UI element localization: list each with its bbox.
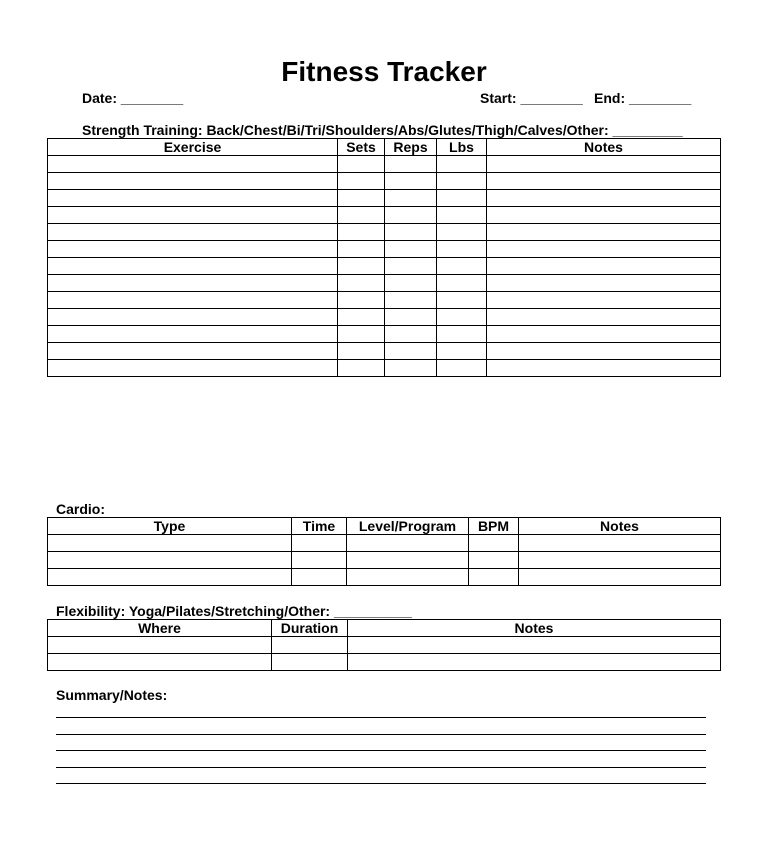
entry-cell-bpm[interactable] bbox=[469, 552, 519, 569]
table-row bbox=[48, 156, 721, 173]
table-row bbox=[48, 224, 721, 241]
entry-cell-reps[interactable] bbox=[385, 156, 437, 173]
entry-cell-notes[interactable] bbox=[348, 637, 721, 654]
flexibility-label: Flexibility: Yoga/Pilates/Stretching/Other: __________ bbox=[56, 603, 412, 619]
entry-cell-type[interactable] bbox=[48, 552, 292, 569]
column-header-sets: Sets bbox=[338, 139, 385, 156]
entry-cell-notes[interactable] bbox=[487, 292, 721, 309]
entry-cell-level-program[interactable] bbox=[347, 535, 469, 552]
strength-table bbox=[47, 138, 721, 377]
entry-cell-notes[interactable] bbox=[487, 343, 721, 360]
entry-cell-reps[interactable] bbox=[385, 275, 437, 292]
column-header-where: Where bbox=[48, 620, 272, 637]
summary-note-line[interactable] bbox=[56, 750, 706, 751]
summary-note-line[interactable] bbox=[56, 783, 706, 784]
entry-cell-sets[interactable] bbox=[338, 343, 385, 360]
entry-cell-reps[interactable] bbox=[385, 241, 437, 258]
entry-cell-reps[interactable] bbox=[385, 292, 437, 309]
entry-cell-sets[interactable] bbox=[338, 156, 385, 173]
entry-cell-reps[interactable] bbox=[385, 190, 437, 207]
entry-cell-exercise[interactable] bbox=[48, 258, 338, 275]
table-row bbox=[48, 535, 721, 552]
entry-cell-bpm[interactable] bbox=[469, 535, 519, 552]
entry-cell-lbs[interactable] bbox=[437, 241, 487, 258]
entry-cell-sets[interactable] bbox=[338, 309, 385, 326]
summary-note-line[interactable] bbox=[56, 717, 706, 718]
entry-cell-exercise[interactable] bbox=[48, 360, 338, 377]
table-row bbox=[48, 241, 721, 258]
column-header-duration: Duration bbox=[272, 620, 348, 637]
entry-cell-lbs[interactable] bbox=[437, 207, 487, 224]
cardio-table bbox=[47, 517, 721, 586]
entry-cell-notes[interactable] bbox=[487, 241, 721, 258]
table-row bbox=[48, 292, 721, 309]
entry-cell-exercise[interactable] bbox=[48, 309, 338, 326]
table-row bbox=[48, 326, 721, 343]
entry-cell-duration[interactable] bbox=[272, 654, 348, 671]
date-field[interactable]: Date: ________ bbox=[82, 90, 184, 106]
entry-cell-bpm[interactable] bbox=[469, 569, 519, 586]
entry-cell-reps[interactable] bbox=[385, 173, 437, 190]
summary-notes-label: Summary/Notes: bbox=[56, 687, 168, 703]
entry-cell-exercise[interactable] bbox=[48, 343, 338, 360]
strength-training-label: Strength Training: Back/Chest/Bi/Tri/Shoulders/Abs/Glutes/Thigh/Calves/Other: _________ bbox=[82, 122, 683, 138]
table-row bbox=[48, 343, 721, 360]
entry-cell-exercise[interactable] bbox=[48, 173, 338, 190]
entry-cell-notes[interactable] bbox=[519, 535, 721, 552]
entry-cell-reps[interactable] bbox=[385, 224, 437, 241]
entry-cell-lbs[interactable] bbox=[437, 309, 487, 326]
entry-cell-notes[interactable] bbox=[487, 173, 721, 190]
end-time-field[interactable]: End: ________ bbox=[594, 90, 692, 106]
column-header-type: Type bbox=[48, 518, 292, 535]
entry-cell-sets[interactable] bbox=[338, 190, 385, 207]
entry-cell-sets[interactable] bbox=[338, 360, 385, 377]
entry-cell-lbs[interactable] bbox=[437, 258, 487, 275]
entry-cell-type[interactable] bbox=[48, 569, 292, 586]
table-row bbox=[48, 190, 721, 207]
entry-cell-type[interactable] bbox=[48, 535, 292, 552]
table-row bbox=[48, 207, 721, 224]
entry-cell-reps[interactable] bbox=[385, 343, 437, 360]
column-header-exercise: Exercise bbox=[48, 139, 338, 156]
table-row bbox=[48, 569, 721, 586]
table-row bbox=[48, 258, 721, 275]
table-row bbox=[48, 173, 721, 190]
summary-note-line[interactable] bbox=[56, 767, 706, 768]
table-row bbox=[48, 552, 721, 569]
entry-cell-sets[interactable] bbox=[338, 292, 385, 309]
column-header-lbs: Lbs bbox=[437, 139, 487, 156]
entry-cell-where[interactable] bbox=[48, 654, 272, 671]
summary-note-line[interactable] bbox=[56, 734, 706, 735]
column-header-bpm: BPM bbox=[469, 518, 519, 535]
cardio-label: Cardio: bbox=[56, 501, 105, 517]
entry-cell-lbs[interactable] bbox=[437, 343, 487, 360]
entry-cell-exercise[interactable] bbox=[48, 207, 338, 224]
table-row bbox=[48, 360, 721, 377]
flexibility-table bbox=[47, 619, 721, 671]
entry-cell-exercise[interactable] bbox=[48, 224, 338, 241]
entry-cell-duration[interactable] bbox=[272, 637, 348, 654]
entry-cell-time[interactable] bbox=[292, 552, 347, 569]
entry-cell-notes[interactable] bbox=[487, 360, 721, 377]
entry-cell-exercise[interactable] bbox=[48, 326, 338, 343]
entry-cell-notes[interactable] bbox=[487, 190, 721, 207]
entry-cell-reps[interactable] bbox=[385, 258, 437, 275]
entry-cell-where[interactable] bbox=[48, 637, 272, 654]
entry-cell-lbs[interactable] bbox=[437, 326, 487, 343]
table-row bbox=[48, 309, 721, 326]
entry-cell-time[interactable] bbox=[292, 569, 347, 586]
column-header-notes: Notes bbox=[348, 620, 721, 637]
entry-cell-lbs[interactable] bbox=[437, 156, 487, 173]
entry-cell-exercise[interactable] bbox=[48, 190, 338, 207]
entry-cell-notes[interactable] bbox=[487, 309, 721, 326]
column-header-notes: Notes bbox=[487, 139, 721, 156]
entry-cell-sets[interactable] bbox=[338, 224, 385, 241]
entry-cell-sets[interactable] bbox=[338, 258, 385, 275]
entry-cell-exercise[interactable] bbox=[48, 275, 338, 292]
entry-cell-notes[interactable] bbox=[519, 569, 721, 586]
entry-cell-lbs[interactable] bbox=[437, 360, 487, 377]
column-header-time: Time bbox=[292, 518, 347, 535]
entry-cell-lbs[interactable] bbox=[437, 190, 487, 207]
entry-cell-notes[interactable] bbox=[487, 207, 721, 224]
start-time-field[interactable]: Start: ________ bbox=[480, 90, 583, 106]
entry-cell-sets[interactable] bbox=[338, 326, 385, 343]
entry-cell-sets[interactable] bbox=[338, 207, 385, 224]
entry-cell-lbs[interactable] bbox=[437, 224, 487, 241]
entry-cell-reps[interactable] bbox=[385, 326, 437, 343]
table-row bbox=[48, 654, 721, 671]
column-header-notes: Notes bbox=[519, 518, 721, 535]
entry-cell-exercise[interactable] bbox=[48, 156, 338, 173]
entry-cell-time[interactable] bbox=[292, 535, 347, 552]
entry-cell-exercise[interactable] bbox=[48, 292, 338, 309]
entry-cell-reps[interactable] bbox=[385, 360, 437, 377]
entry-cell-notes[interactable] bbox=[487, 275, 721, 292]
entry-cell-sets[interactable] bbox=[338, 275, 385, 292]
entry-cell-lbs[interactable] bbox=[437, 292, 487, 309]
entry-cell-reps[interactable] bbox=[385, 207, 437, 224]
entry-cell-notes[interactable] bbox=[487, 258, 721, 275]
column-header-level-program: Level/Program bbox=[347, 518, 469, 535]
page-title: Fitness Tracker bbox=[281, 56, 487, 87]
entry-cell-sets[interactable] bbox=[338, 241, 385, 258]
entry-cell-sets[interactable] bbox=[338, 173, 385, 190]
entry-cell-level-program[interactable] bbox=[347, 569, 469, 586]
entry-cell-notes[interactable] bbox=[348, 654, 721, 671]
entry-cell-lbs[interactable] bbox=[437, 173, 487, 190]
entry-cell-exercise[interactable] bbox=[48, 241, 338, 258]
entry-cell-level-program[interactable] bbox=[347, 552, 469, 569]
entry-cell-notes[interactable] bbox=[487, 326, 721, 343]
table-row bbox=[48, 637, 721, 654]
entry-cell-notes[interactable] bbox=[487, 224, 721, 241]
table-row bbox=[48, 275, 721, 292]
entry-cell-notes[interactable] bbox=[487, 156, 721, 173]
entry-cell-lbs[interactable] bbox=[437, 275, 487, 292]
entry-cell-reps[interactable] bbox=[385, 309, 437, 326]
column-header-reps: Reps bbox=[385, 139, 437, 156]
entry-cell-notes[interactable] bbox=[519, 552, 721, 569]
